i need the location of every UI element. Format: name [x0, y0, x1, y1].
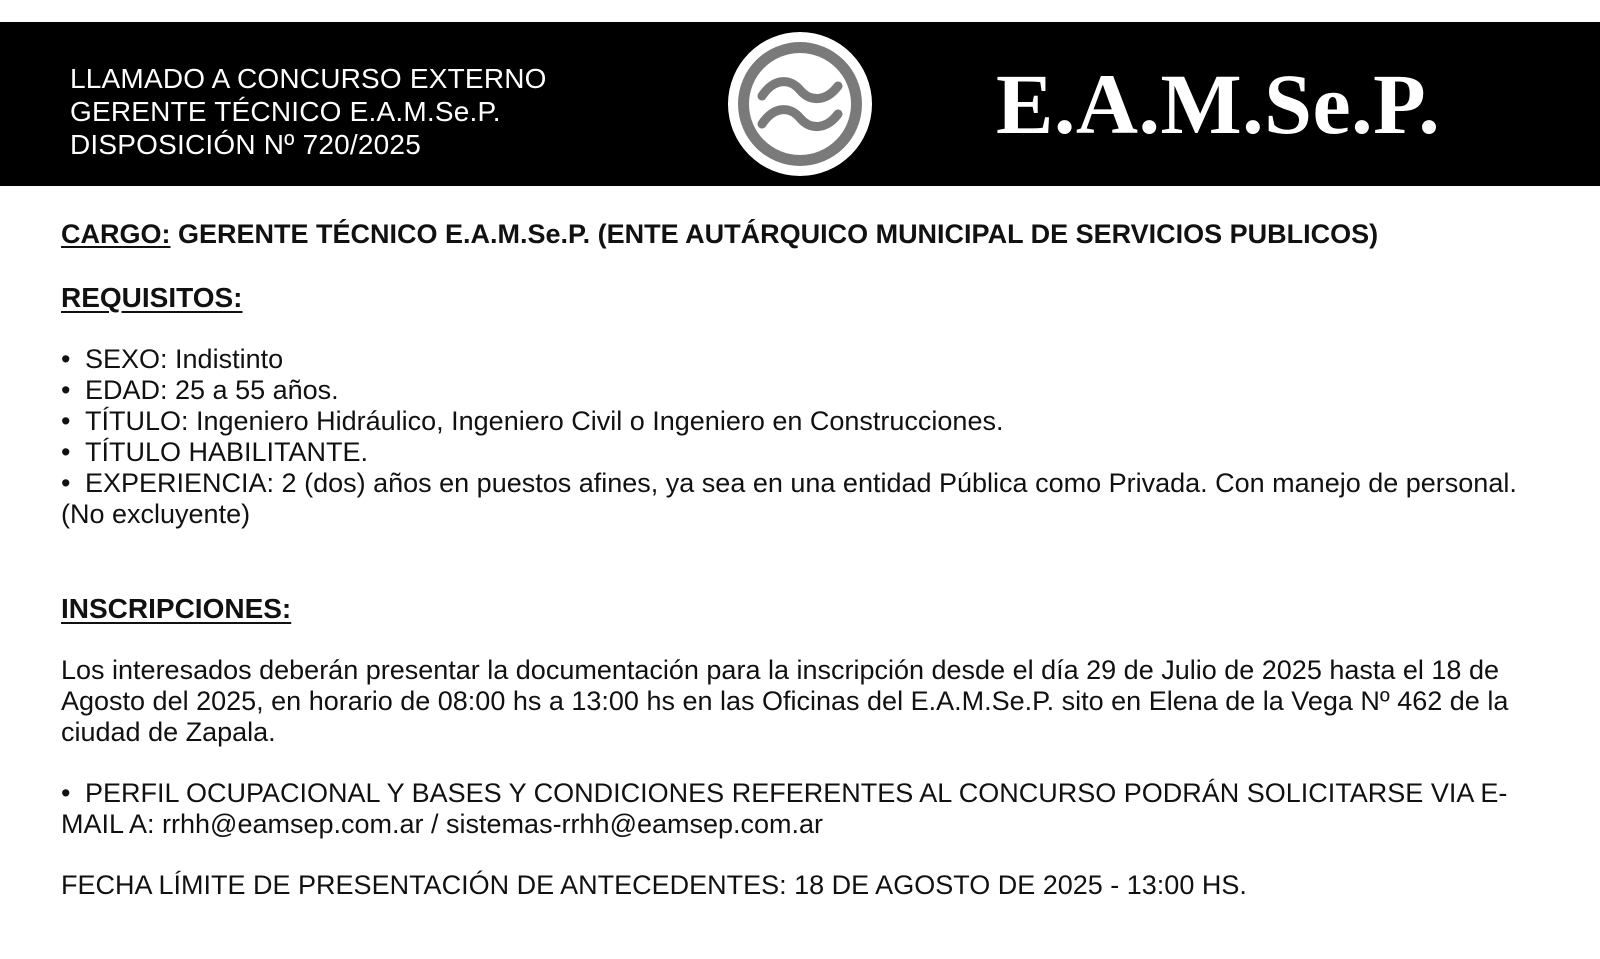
requisito-titulo-habilitante: TÍTULO HABILITANTE.	[85, 437, 369, 467]
requisito-titulo: TÍTULO: Ingeniero Hidráulico, Ingeniero Civil o Ingeniero en Construcciones.	[85, 406, 1004, 436]
bullet: •	[61, 375, 71, 405]
list-item	[61, 437, 1561, 468]
list-item	[61, 375, 1561, 406]
header-line-position: GERENTE TÉCNICO E.A.M.Se.P.	[70, 96, 501, 127]
fecha-limite: FECHA LÍMITE DE PRESENTACIÓN DE ANTECEDENTES: 18 DE AGOSTO DE 2025 - 13:00 HS.	[61, 870, 1247, 900]
bullet: •	[61, 468, 71, 498]
cargo-label: CARGO:	[61, 219, 171, 249]
requisito-edad: EDAD: 25 a 55 años.	[85, 375, 339, 405]
perfil-line	[61, 778, 1561, 840]
inscripciones-paragraph: Los interesados deberán presentar la documentación para la inscripción desde el día 29 de Julio de 2025 hasta el 18 de Agosto del 2025, en horario de 08:00 hs a 13:00 hs en las Oficinas del E.A.M.Se.P. sito en Elena de la Vega Nº 462 de la ciudad de Zapala.	[61, 655, 1509, 747]
bullet: •	[61, 778, 71, 808]
list-item	[61, 468, 1561, 530]
cargo-line	[61, 218, 1378, 250]
header-banner	[0, 22, 1600, 186]
requisitos-list	[61, 344, 1561, 530]
header-line-disposition: DISPOSICIÓN Nº 720/2025	[70, 129, 421, 160]
bullet: •	[61, 406, 71, 436]
perfil-text: PERFIL OCUPACIONAL Y BASES Y CONDICIONES REFERENTES AL CONCURSO PODRÁN SOLICITARSE VIA E-MAIL A: rrhh@eamsep.com.ar / sistemas-rrhh@eamsep.com.ar	[61, 778, 1508, 839]
cargo-value: GERENTE TÉCNICO E.A.M.Se.P. (ENTE AUTÁRQUICO MUNICIPAL DE SERVICIOS PUBLICOS)	[170, 219, 1379, 249]
brand-name: E.A.M.Se.P.	[996, 56, 1441, 152]
header-line-call: LLAMADO A CONCURSO EXTERNO	[70, 63, 547, 94]
list-item	[61, 406, 1561, 437]
requisito-experiencia: EXPERIENCIA: 2 (dos) años en puestos afines, ya sea en una entidad Pública como Privada. Con manejo de personal. (No excluyente)	[61, 468, 1517, 529]
approx-wave-logo-icon	[726, 30, 874, 178]
bullet: •	[61, 344, 71, 374]
header-title-block	[70, 62, 547, 161]
requisitos-heading: REQUISITOS:	[61, 282, 243, 313]
inscripciones-heading: INSCRIPCIONES:	[61, 593, 292, 624]
bullet: •	[61, 437, 71, 467]
list-item	[61, 344, 1561, 375]
requisito-sexo: SEXO: Indistinto	[85, 344, 284, 374]
